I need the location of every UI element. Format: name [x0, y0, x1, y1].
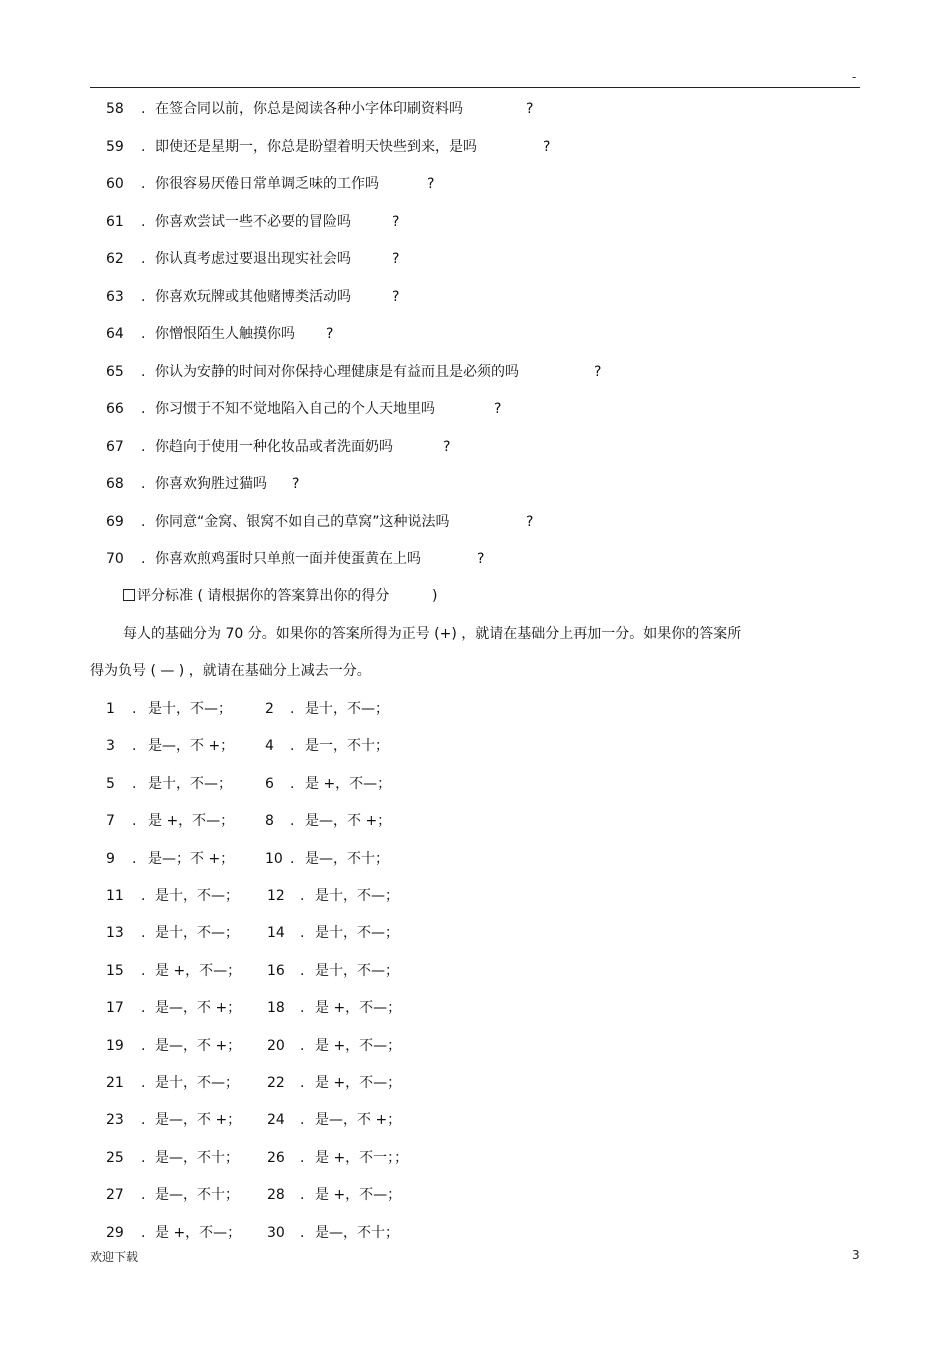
score-number: 21	[106, 1075, 124, 1091]
question-mark: ?	[494, 401, 502, 417]
scoring-paragraph-line2: 得为负号 ( — ) ，就请在基础分上减去一分。	[90, 663, 371, 679]
score-rule: 是—，不 +；	[315, 1112, 402, 1129]
score-number: 7	[106, 813, 115, 830]
score-rule: 是—，不 +；	[305, 813, 392, 830]
question-mark: ?	[427, 176, 435, 192]
score-rule: 是十，不—；	[315, 925, 399, 942]
question-text: 即使还是星期一，你总是盼望着明天快些到来，是吗	[155, 138, 477, 155]
question-mark: ?	[292, 476, 300, 492]
scoring-paragraph-line1: 每人的基础分为 70 分。如果你的答案所得为正号 (+) ，就请在基础分上再加一分。如果你的答案所	[123, 626, 742, 642]
question-number: 64	[106, 326, 124, 342]
question-dot: .	[141, 551, 146, 567]
score-dot: .	[300, 1075, 305, 1091]
score-rule: 是 +，不—；	[155, 1224, 242, 1241]
score-rule: 是—，不 +；	[155, 1000, 242, 1017]
question-number: 68	[106, 476, 124, 492]
score-dot: .	[132, 850, 137, 867]
score-rule: 是十，不—；	[305, 701, 389, 717]
score-number: 25	[106, 1149, 124, 1166]
question-mark: ?	[443, 438, 451, 455]
score-dot: .	[141, 1149, 146, 1166]
score-dot: .	[141, 962, 146, 979]
score-number: 26	[267, 1149, 285, 1166]
score-number: 3	[106, 738, 115, 755]
score-rule: 是—，不十；	[315, 1224, 399, 1241]
question-mark: ?	[326, 326, 334, 342]
question-text: 在签合同以前，你总是阅读各种小字体印刷资料吗	[155, 101, 463, 117]
score-dot: .	[290, 850, 295, 867]
question-text: 你认真考虑过要退出现实社会吗	[155, 251, 351, 267]
question-text: 你喜欢狗胜过猫吗	[155, 476, 267, 492]
question-text: 你喜欢煎鸡蛋时只单煎一面并使蛋黄在上吗	[155, 551, 421, 567]
score-dot: .	[290, 775, 295, 792]
score-rule: 是 +，不—；	[315, 1075, 402, 1091]
score-rule: 是—，不十；	[155, 1187, 239, 1204]
question-mark: ?	[392, 288, 400, 305]
score-rule: 是 +，不一；；	[315, 1149, 409, 1166]
score-number: 1	[106, 701, 115, 717]
score-number: 5	[106, 775, 115, 792]
score-dot: .	[141, 1037, 146, 1054]
score-rule: 是十，不—；	[155, 1075, 239, 1091]
question-text: 你认为安静的时间对你保持心理健康是有益而且是必须的吗	[155, 363, 519, 380]
score-number: 17	[106, 1000, 124, 1017]
question-dot: .	[141, 138, 146, 155]
score-dot: .	[300, 1149, 305, 1166]
score-number: 14	[267, 925, 285, 942]
score-number: 27	[106, 1187, 124, 1204]
scoring-heading-close: )	[432, 588, 438, 604]
score-dot: .	[141, 1224, 146, 1241]
score-rule: 是—，不十；	[155, 1149, 239, 1166]
score-rule: 是十，不—；	[155, 888, 239, 904]
question-mark: ?	[526, 513, 534, 530]
question-text: 你很容易厌倦日常单调乏味的工作吗	[155, 176, 379, 192]
score-number: 24	[267, 1112, 285, 1129]
question-text: 你趋向于使用一种化妆品或者洗面奶吗	[155, 438, 393, 455]
score-dot: .	[290, 738, 295, 755]
header-rule	[90, 87, 860, 88]
question-mark: ?	[392, 213, 400, 230]
score-dot: .	[290, 701, 295, 717]
score-dot: .	[300, 888, 305, 904]
score-rule: 是十，不—；	[315, 888, 399, 904]
score-dot: .	[141, 1000, 146, 1017]
score-number: 8	[265, 813, 274, 830]
score-number: 9	[106, 850, 115, 867]
score-rule: 是—，不 +；	[155, 1112, 242, 1129]
question-number: 70	[106, 551, 124, 567]
score-rule: 是—；不 +；	[148, 850, 235, 867]
score-rule: 是十，不—；	[155, 925, 239, 942]
question-dot: .	[141, 101, 146, 117]
question-mark: ?	[392, 251, 400, 267]
score-number: 30	[267, 1224, 285, 1241]
score-dot: .	[141, 1187, 146, 1204]
question-dot: .	[141, 326, 146, 342]
score-dot: .	[141, 1112, 146, 1129]
score-rule: 是十，不—；	[148, 701, 232, 717]
question-dot: .	[141, 176, 146, 192]
question-number: 67	[106, 438, 124, 455]
score-dot: .	[132, 738, 137, 755]
question-text: 你习惯于不知不觉地陷入自己的个人天地里吗	[155, 401, 435, 417]
score-rule: 是—，不十；	[305, 850, 389, 867]
score-dot: .	[132, 813, 137, 830]
score-dot: .	[300, 925, 305, 942]
score-rule: 是 +，不—；	[315, 1187, 402, 1204]
question-number: 63	[106, 288, 124, 305]
score-number: 16	[267, 962, 285, 979]
question-dot: .	[141, 476, 146, 492]
score-number: 10	[265, 850, 283, 867]
question-dot: .	[141, 513, 146, 530]
question-text: 你同意“金窝、银窝不如自己的草窝”这种说法吗	[155, 513, 450, 530]
score-number: 13	[106, 925, 124, 942]
question-number: 59	[106, 138, 124, 155]
score-rule: 是 +，不—；	[315, 1000, 402, 1017]
score-number: 20	[267, 1037, 285, 1054]
question-dot: .	[141, 288, 146, 305]
footer-left-text: 欢迎下载	[90, 1250, 139, 1264]
question-text: 你喜欢玩牌或其他赌博类活动吗	[155, 288, 351, 305]
score-number: 23	[106, 1112, 124, 1129]
score-dot: .	[141, 888, 146, 904]
score-rule: 是 +，不—；	[315, 1037, 402, 1054]
score-dot: .	[300, 962, 305, 979]
question-number: 66	[106, 401, 124, 417]
question-number: 60	[106, 176, 124, 192]
score-rule: 是十，不—；	[148, 775, 232, 792]
question-dot: .	[141, 363, 146, 380]
question-number: 65	[106, 363, 124, 380]
question-mark: ?	[543, 138, 551, 155]
score-number: 18	[267, 1000, 285, 1017]
score-number: 11	[106, 888, 124, 904]
score-rule: 是 +，不—；	[148, 813, 235, 830]
question-mark: ?	[594, 363, 602, 380]
question-number: 61	[106, 213, 124, 230]
score-rule: 是—，不 +；	[148, 738, 235, 755]
score-dot: .	[300, 1224, 305, 1241]
question-number: 58	[106, 101, 124, 117]
score-dot: .	[300, 1112, 305, 1129]
score-dot: .	[141, 1075, 146, 1091]
score-number: 12	[267, 888, 285, 904]
score-number: 22	[267, 1075, 285, 1091]
question-dot: .	[141, 213, 146, 230]
question-dot: .	[141, 251, 146, 267]
score-dot: .	[300, 1000, 305, 1017]
score-number: 2	[265, 701, 274, 717]
question-mark: ?	[526, 101, 534, 117]
score-dot: .	[132, 701, 137, 717]
score-number: 15	[106, 962, 124, 979]
question-number: 69	[106, 513, 124, 530]
score-rule: 是 +，不—；	[155, 962, 242, 979]
scoring-heading	[123, 586, 438, 606]
score-rule: 是十，不—；	[315, 962, 399, 979]
scoring-heading-text: 评分标准 ( 请根据你的答案算出你的得分	[137, 588, 390, 604]
score-dot: .	[300, 1037, 305, 1054]
question-text: 你憎恨陌生人触摸你吗	[155, 326, 295, 342]
header-mark: -	[852, 70, 857, 84]
page-number: 3	[852, 1248, 860, 1262]
score-number: 29	[106, 1224, 124, 1241]
score-dot: .	[141, 925, 146, 942]
score-number: 4	[265, 738, 274, 755]
question-dot: .	[141, 438, 146, 455]
score-dot: .	[300, 1187, 305, 1204]
score-number: 19	[106, 1037, 124, 1054]
score-number: 28	[267, 1187, 285, 1204]
score-rule: 是 +，不—；	[305, 775, 392, 792]
score-rule: 是一，不十；	[305, 738, 389, 755]
checkbox-square-icon	[123, 589, 135, 601]
score-number: 6	[265, 775, 274, 792]
question-dot: .	[141, 401, 146, 417]
score-rule: 是—，不 +；	[155, 1037, 242, 1054]
question-mark: ?	[477, 551, 485, 567]
score-dot: .	[290, 813, 295, 830]
score-dot: .	[132, 775, 137, 792]
question-text: 你喜欢尝试一些不必要的冒险吗	[155, 213, 351, 230]
question-number: 62	[106, 251, 124, 267]
